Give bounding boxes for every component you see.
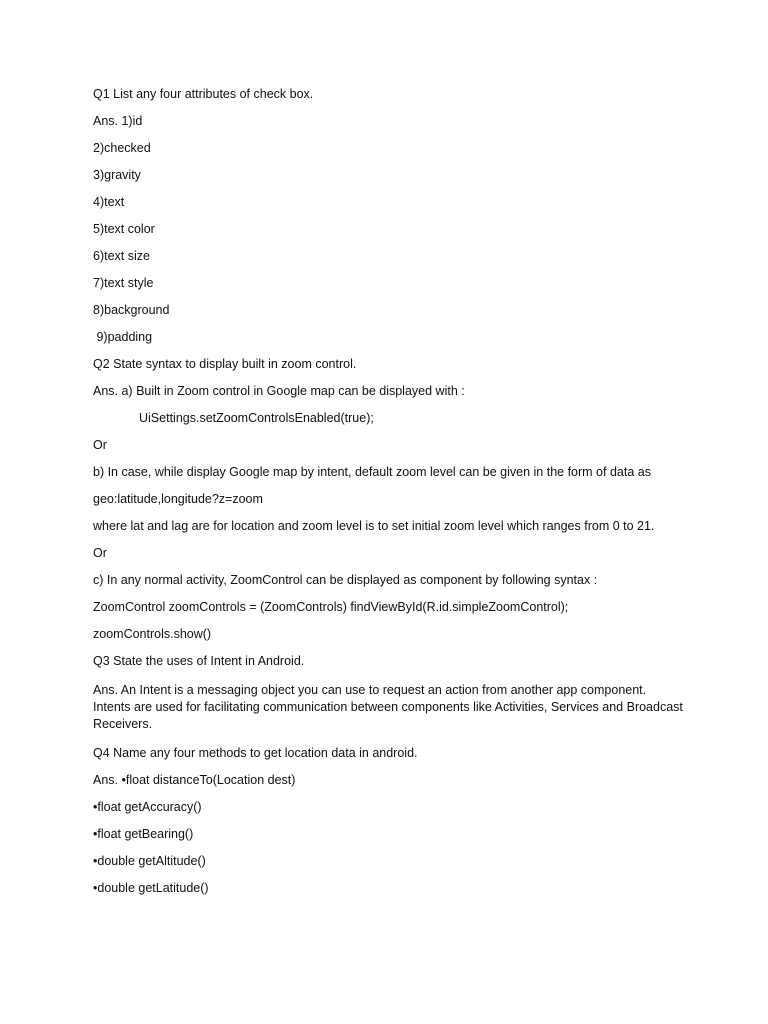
question-4: Q4 Name any four methods to get location data in android.	[93, 746, 418, 760]
code-snippet-2c-line1: ZoomControl zoomControls = (ZoomControls) findViewById(R.id.simpleZoomControl);	[93, 600, 569, 614]
answer-4-item: •float getBearing()	[93, 827, 194, 841]
answer-1-item: 8)background	[93, 303, 170, 317]
answer-4-item: •float getAccuracy()	[93, 800, 202, 814]
answer-1-item: 6)text size	[93, 249, 150, 263]
answer-2b-explanation: where lat and lag are for location and zoom level is to set initial zoom level which ranges from 0 to 21.	[93, 519, 655, 533]
answer-1-item: 4)text	[93, 195, 125, 209]
code-snippet-2a: UiSettings.setZoomControlsEnabled(true);	[139, 411, 374, 425]
question-1: Q1 List any four attributes of check box.	[93, 87, 314, 101]
question-3: Q3 State the uses of Intent in Android.	[93, 654, 305, 668]
answer-3: Ans. An Intent is a messaging object you can use to request an action from another app component. Intents are used for facilitating communication between components like Activities, Services and Broadcast Receivers.	[93, 683, 687, 731]
document-body	[93, 86, 687, 907]
code-snippet-2b: geo:latitude,longitude?z=zoom	[93, 492, 263, 506]
or-separator: Or	[93, 438, 107, 452]
answer-2c: c) In any normal activity, ZoomControl can be displayed as component by following syntax :	[93, 573, 598, 587]
answer-1-item: 5)text color	[93, 222, 155, 236]
answer-2b: b) In case, while display Google map by intent, default zoom level can be given in the form of data as	[93, 465, 651, 479]
answer-4-item: •double getLatitude()	[93, 881, 209, 895]
answer-4-intro: Ans. •float distanceTo(Location dest)	[93, 773, 296, 787]
question-2: Q2 State syntax to display built in zoom control.	[93, 357, 357, 371]
answer-1-intro: Ans. 1)id	[93, 114, 143, 128]
answer-4-item: •double getAltitude()	[93, 854, 206, 868]
answer-2a: Ans. a) Built in Zoom control in Google map can be displayed with :	[93, 384, 465, 398]
code-snippet-2c-line2: zoomControls.show()	[93, 627, 212, 641]
answer-1-item: 3)gravity	[93, 168, 141, 182]
answer-1-item: 2)checked	[93, 141, 151, 155]
answer-1-item: 9)padding	[93, 330, 153, 344]
or-separator: Or	[93, 546, 107, 560]
answer-1-item: 7)text style	[93, 276, 154, 290]
